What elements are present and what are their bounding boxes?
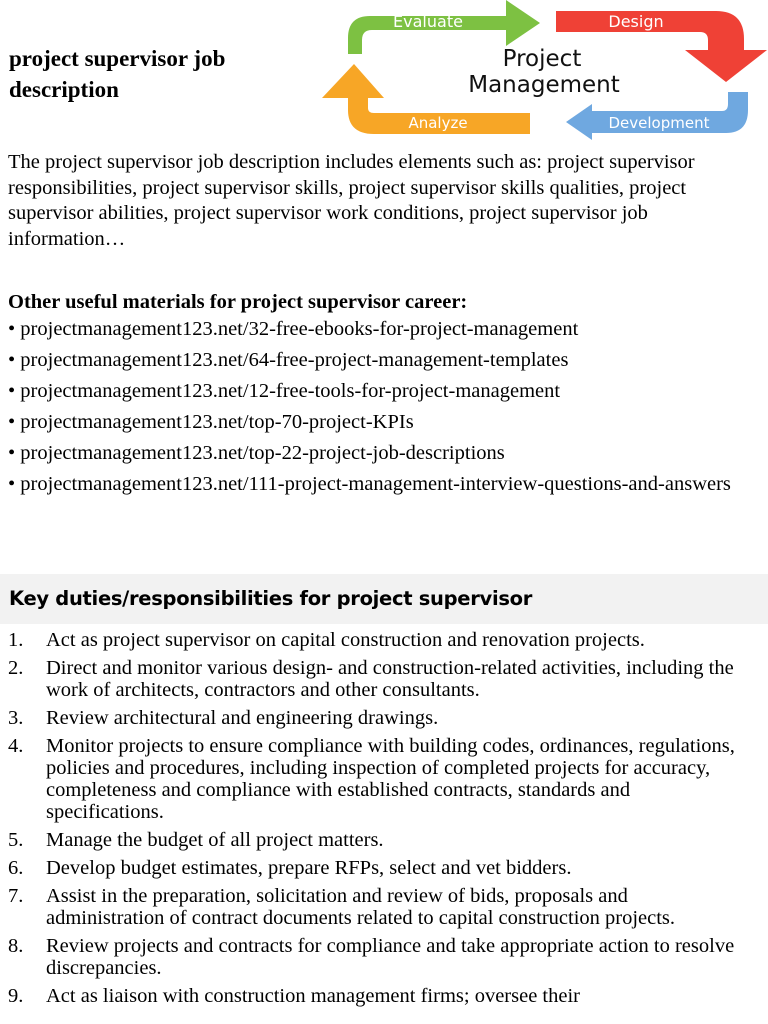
duty-text: Develop budget estimates, prepare RFPs, select and vet bidders. xyxy=(46,857,572,879)
duty-item xyxy=(0,985,768,1007)
material-link[interactable]: • projectmanagement123.net/12-free-tools-for-project-management xyxy=(8,380,561,402)
duty-item xyxy=(0,629,768,651)
duty-number: 8. xyxy=(8,935,24,957)
material-link[interactable]: • projectmanagement123.net/top-70-project-KPIs xyxy=(8,411,414,433)
duty-text: Direct and monitor various design- and construction-related activities, including the work of architects, contractors and other consultants. xyxy=(46,657,734,701)
duties-section-header xyxy=(0,574,768,624)
duty-number: 2. xyxy=(8,657,24,679)
duty-number: 6. xyxy=(8,857,24,879)
duty-text: Review projects and contracts for compliance and take appropriate action to resolve discrepancies. xyxy=(46,935,735,979)
duty-item xyxy=(0,735,768,823)
analyze-label: Analyze xyxy=(408,114,468,132)
graphic-title-line1: Project xyxy=(502,46,582,72)
duty-number: 5. xyxy=(8,829,24,851)
duty-item xyxy=(0,829,768,851)
materials-section xyxy=(8,288,764,504)
page-title: project supervisor job description xyxy=(9,46,226,103)
evaluate-label: Evaluate xyxy=(393,12,463,31)
duty-item xyxy=(0,707,768,729)
material-link[interactable]: • projectmanagement123.net/32-free-ebooks-for-project-management xyxy=(8,318,579,340)
duty-item xyxy=(0,857,768,879)
material-link[interactable]: • projectmanagement123.net/111-project-management-interview-questions-and-answers xyxy=(8,473,731,495)
intro-paragraph: The project supervisor job description includes elements such as: project supervisor responsibilities, project supervisor skills, project supervisor skills qualities, project supervisor abilities, project supervisor work conditions, project supervisor job information… xyxy=(8,151,695,250)
duty-item xyxy=(0,885,768,929)
duty-text: Review architectural and engineering drawings. xyxy=(46,707,439,729)
materials-link-list xyxy=(8,318,764,496)
development-label: Development xyxy=(608,114,710,132)
duty-number: 1. xyxy=(8,629,24,651)
duty-text: Act as liaison with construction management firms; oversee their xyxy=(46,985,580,1007)
duty-number: 3. xyxy=(8,707,24,729)
duty-text: Assist in the preparation, solicitation and review of bids, proposals and administration of contract documents related to capital construction projects. xyxy=(46,885,676,929)
graphic-title-line2: Management xyxy=(468,72,620,98)
project-management-cycle-graphic xyxy=(318,0,768,140)
duties-heading: Key duties/responsibilities for project supervisor xyxy=(9,587,533,610)
material-link[interactable]: • projectmanagement123.net/64-free-project-management-templates xyxy=(8,349,569,371)
duty-number: 4. xyxy=(8,735,24,757)
duty-item xyxy=(0,935,768,979)
duties-list xyxy=(0,629,768,1013)
duty-item xyxy=(0,657,768,701)
material-link[interactable]: • projectmanagement123.net/top-22-project-job-descriptions xyxy=(8,442,505,464)
duty-text: Monitor projects to ensure compliance with building codes, ordinances, regulations, policies and procedures, including inspection of completed projects for accuracy, completeness and compliance with established contracts, standards and specifications. xyxy=(46,735,735,823)
design-label: Design xyxy=(608,12,664,31)
duty-number: 9. xyxy=(8,985,24,1007)
duty-text: Act as project supervisor on capital construction and renovation projects. xyxy=(46,629,645,651)
materials-heading: Other useful materials for project supervisor career: xyxy=(8,291,468,313)
duty-text: Manage the budget of all project matters. xyxy=(46,829,384,851)
duty-number: 7. xyxy=(8,885,24,907)
